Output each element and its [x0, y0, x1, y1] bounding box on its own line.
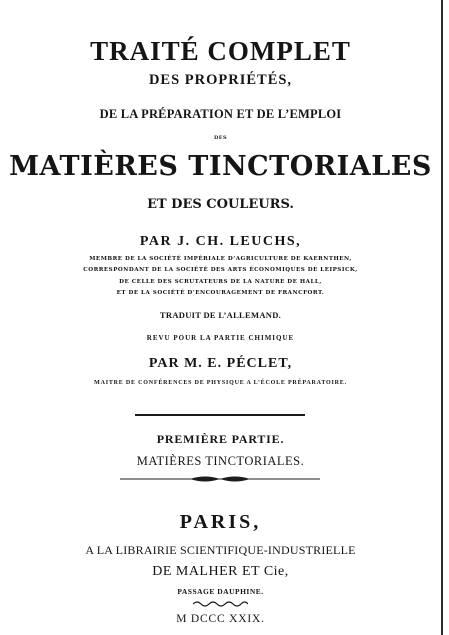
- book-title: TRAITÉ COMPLET: [90, 36, 351, 66]
- part-label: PREMIÈRE PARTIE.: [156, 432, 285, 446]
- publisher-line-2: DE MALHER ET Cie,: [152, 564, 289, 579]
- author-title-3: DE CELLE DES SCRUTATEURS DE LA NATURE DE HALL,: [119, 279, 322, 285]
- author-title-4: ET DE LA SOCIÉTÉ D’ENCOURAGEMENT DE FRANCFORT.: [116, 290, 325, 296]
- subtitle-colors: ET DES COULEURS.: [147, 197, 294, 212]
- subtitle-properties: DES PROPRIÉTÉS,: [148, 72, 293, 88]
- publisher-line-1: A LA LIBRAIRIE SCIENTIFIQUE-INDUSTRIELLE: [85, 543, 356, 557]
- author-title-2: CORRESPONDANT DE LA SOCIÉTÉ DES ARTS ÉCONOMIQUES DE LEIPSICK,: [83, 267, 358, 273]
- connector-des: DES: [214, 135, 227, 141]
- ornamental-rule: [120, 474, 320, 484]
- publication-year: M DCCC XXIX.: [176, 613, 265, 625]
- page-edge-rule: [441, 0, 443, 635]
- main-title: MATIÈRES TINCTORIALES: [9, 151, 432, 182]
- author-line: PAR J. CH. LEUCHS,: [139, 234, 302, 249]
- swirl-ornament: [193, 600, 248, 608]
- address: PASSAGE DAUPHINE.: [177, 587, 264, 596]
- top-rule: [135, 414, 305, 416]
- subtitle-preparation: DE LA PRÉPARATION ET DE L’EMPLOI: [99, 107, 342, 121]
- reviser-line: PAR M. E. PÉCLET,: [148, 356, 293, 371]
- part-name: MATIÈRES TINCTORIALES.: [136, 454, 305, 468]
- translated-note: TRADUIT DE L’ALLEMAND.: [159, 310, 282, 320]
- reviser-title: MAITRE DE CONFÉRENCES DE PHYSIQUE A L’ÉCOLE PRÉPARATOIRE.: [94, 380, 347, 386]
- revised-note: REVU POUR LA PARTIE CHIMIQUE: [146, 334, 295, 342]
- city: PARIS,: [179, 511, 262, 533]
- author-title-1: MEMBRE DE LA SOCIÉTÉ IMPÉRIALE D’AGRICULTURE DE KAERNTHEN,: [89, 256, 352, 262]
